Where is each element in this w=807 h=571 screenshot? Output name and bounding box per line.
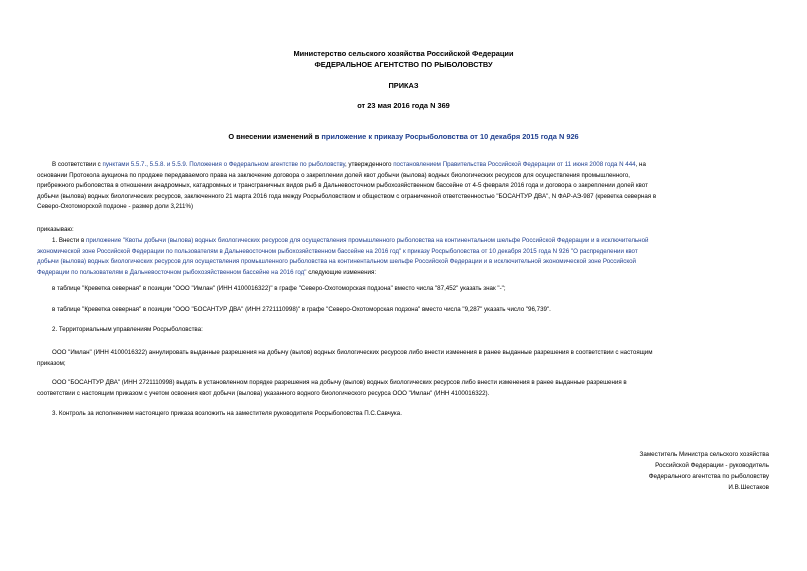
preamble-paragraph xyxy=(37,160,807,213)
item-2: 2. Территориальным управлениям Росрыболовства: xyxy=(52,326,203,333)
item-2b-line-1: ООО "БОСАНТУР ДВА" (ИНН 2721110998) выдать в установленном порядке разрешения на добычу (вылов) водных биологических ресурсов либо внести изменения в ранее выданные разрешения в xyxy=(52,379,627,386)
order-title xyxy=(0,131,807,142)
decree-link[interactable]: постановлением Правительства Российской Федерации от 11 июня 2008 года N 444 xyxy=(393,161,636,168)
preamble-text: , на xyxy=(635,161,646,168)
preamble-text: В соответствии с xyxy=(52,161,103,168)
item-2a-line-2: приказом; xyxy=(37,359,66,367)
signatory-name: И.В.Шестаков xyxy=(728,484,769,491)
change-2: в таблице "Креветка северная" в позиции "ООО "БОСАНТУР ДВА" (ИНН 2721110998)" в графе "Северо-Охотоморская подзона" вместо числа "9,287" указать число "96,739". xyxy=(52,306,551,313)
change-1: в таблице "Креветка северная" в позиции "ООО "Имлан" (ИНН 4100016322)" в графе "Северо-Охотоморская подзона" вместо числа "87,452" указать знак "-"; xyxy=(52,285,506,292)
preamble-line-1 xyxy=(37,160,807,171)
item-2b-paragraph xyxy=(37,378,807,399)
item-1-line-1 xyxy=(37,236,807,247)
order-word: приказываю: xyxy=(37,226,74,233)
preamble-line-2: основании Протокола аукциона по продаже передаваемого права на заключение договора о закреплении долей квот добычи (вылова) водных биологических ресурсов для осуществления промышленного, xyxy=(37,171,630,179)
preamble-line-4: добычи (вылова) водных биологических ресурсов, заключенного 21 марта 2016 года между Росрыболовством и обществом с ограниченной ответственностью "БОСАНТУР ДВА", N ФАР-АЭ-987 (креветка северная в xyxy=(37,192,657,200)
preamble-line-5: Северо-Охотоморской подзоне - размер доли 3,211%) xyxy=(37,203,194,210)
signature-line-1: Заместитель Министра сельского хозяйства xyxy=(639,451,769,458)
title-link[interactable]: приложение к приказу Росрыболовства от 10 декабря 2015 года N 926 xyxy=(321,132,579,141)
preamble-text: , утвержденного xyxy=(344,161,394,168)
item-2a-paragraph xyxy=(37,348,807,369)
item-1-text: следующие изменения: xyxy=(306,268,377,276)
appendix-link-line-3[interactable]: добычи (вылова) водных биологических ресурсов для осуществления промышленного рыболовства на континентальном шельфе Российской Федерации и в исключительной экономической зоне Российской xyxy=(37,258,637,265)
signature-line-2: Российской Федерации - руководитель xyxy=(655,462,769,469)
appendix-link-line-2[interactable]: экономической зоне Российской Федерации по пользователям в Дальневосточном рыбохозяйственном бассейне на 2016 год" к приказу Росрыболовства от 10 декабря 2015 года N 926 "О распределении квот xyxy=(37,247,638,255)
appendix-link[interactable]: приложение "Квоты добычи (вылова) водных биологических ресурсов для осуществления промышленного рыболовства на континентальном шельфе Российской Федерации и в исключительной xyxy=(85,237,649,244)
regulation-link[interactable]: пунктами 5.5.7., 5.5.8. и 5.5.9. Положения о Федеральном агентстве по рыболовству xyxy=(102,161,345,168)
appendix-link-line-4[interactable]: Федерации по пользователям в Дальневосточном рыбохозяйственном бассейне на 2016 год" xyxy=(37,268,307,276)
item-3: 3. Контроль за исполнением настоящего приказа возложить на заместителя руководителя Росрыболовства П.С.Савчука. xyxy=(52,410,402,417)
signature-line-3: Федерального агентства по рыболовству xyxy=(648,473,769,480)
item-1-paragraph xyxy=(37,236,807,278)
order-type-heading: ПРИКАЗ xyxy=(388,81,419,90)
item-1-line-4 xyxy=(37,268,807,279)
order-date: от 23 мая 2016 года N 369 xyxy=(357,101,450,110)
item-2a-line-1: ООО "Имлан" (ИНН 4100016322) аннулировать выданные разрешения на добычу (вылов) водных биологических ресурсов либо внести изменения в ранее выданные разрешения в соответствии с настоящим xyxy=(52,349,653,356)
item-2b-line-2: соответствии с настоящим приказом с учетом освоения квот добычи (вылова) указанного водного биологического ресурса ООО "Имлан" (ИНН 4100016322). xyxy=(37,389,490,397)
item-1-text: 1. Внести в xyxy=(52,237,86,244)
preamble-line-3: прибрежного рыболовства в отношении анадромных, катадромных и трансграничных видов рыб в Дальневосточном рыбохозяйственном бассейне от 4-5 февраля 2016 года и договора о закреплении долей квот xyxy=(37,182,648,189)
title-prefix: О внесении изменений в xyxy=(228,132,322,141)
ministry-heading: Министерство сельского хозяйства Российской Федерации xyxy=(293,49,514,58)
agency-heading: ФЕДЕРАЛЬНОЕ АГЕНТСТВО ПО РЫБОЛОВСТВУ xyxy=(314,60,493,69)
